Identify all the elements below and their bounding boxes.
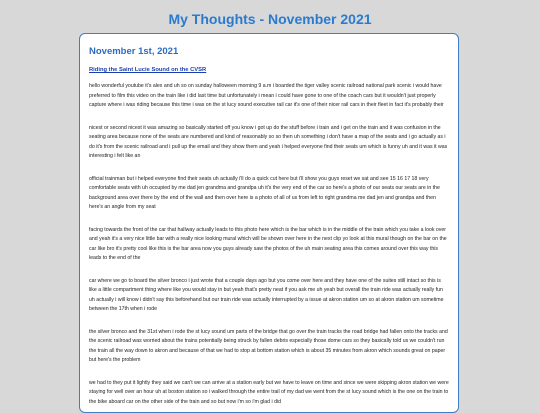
post-date: November 1st, 2021 [89, 46, 179, 57]
page-title: My Thoughts - November 2021 [168, 11, 372, 27]
post-paragraph: facing towards the front of the car that hallway actually leads to this photo here which is the bar which is in the middle of the train which you take a look over and yeah it's a very nice little bar with a really nice looking mural which will be shown over here in the next clip yo look at this mural though on the bar on the car like bro it's pretty cool like this is the bar area now you guys already saw the photos of the uh main seating area this comes around over this way this leads to the end of the [89, 226, 447, 261]
post-paragraph: hello wonderful youtube it's alex and uh so on sunday halloween morning 9 a.m i boarded the tiger valley scenic railroad national park scenic i would have preferred to film this video on the train like i did last time but unfortunately i mean i could have gone to one of the coach cars but it wouldn't just properly capture where i was riding because this time i was on the st lucy sound executive rail car it's one of their nicer rail cars in their fleet in fact it's probably their [89, 83, 444, 108]
post-paragraph: the silver bronco and the 31st when i rode the st lucy sound um parts of the bridge that go over the train tracks the road bridge had fallen onto the tracks and the scenic railroad was worried about the trains potentially being struck by fallen debris especially those dome cars so they basically told us we couldn't run the train all the way down to akron and because of that we had to stop at bottom station which is about 35 minutes from akron which sounds great on paper but here's the problem [89, 328, 448, 363]
post-paragraph: we had to they put it lightly they said we can't we can arrive at a station early but we have to leave on time and since we were skipping akron station we were staying for well over an hour uh at boston station so i walked through the entire trail of my dad we went from the st lucy sound which is the one on the train to the bike aboard car on the other side of the train and so but now i'm so i'm glad i did [89, 379, 449, 405]
post-paragraph: car where we go to board the silver bronco i just wrote that a couple days ago but you come over here and they have one of the suites still intact so this is like a little compartment thing where like you would stay in but yeah that's pretty neat if you ask me uh yeah but overall the train ride was actually really fun uh actually i will know i didn't say this beforehand but our train ride was actually interrupted by a issue at akron station um so at akron station um sometime between the 17th when i rode [89, 277, 444, 312]
blog-post-card [79, 33, 459, 413]
post-title-link[interactable]: Riding the Saint Lucie Sound on the CVSR [89, 67, 207, 73]
post-paragraph: nicest or second nicest it was amazing so basically started off you know i got up do the stuff before i train and i get on the train and it was confusion in the seating area because none of the seats are numbered and kind of reasonably so so then uh something i don't have a map of the seats and i go actually as i do it's from the scenic railroad and i pull up the email and they show them and yeah i helped everyone find their seats um which is funny uh and it was it was interesting i felt like an [89, 124, 448, 159]
post-paragraph: official trainman but i helped everyone find their seats uh actually i'll do a quick cut here but i'll show you guys reset we sat and see 15 16 17 18 very comfortable seats with uh occupied by me dad jen grandma and grandpa uh it's the very end of the car so here's a photo of our seats our seats are in the background area over there by the end of the wall and then over here is a photo of all of us from left to right grandma me dad jen and grandpa and then here's an angle from my seat [89, 175, 440, 210]
